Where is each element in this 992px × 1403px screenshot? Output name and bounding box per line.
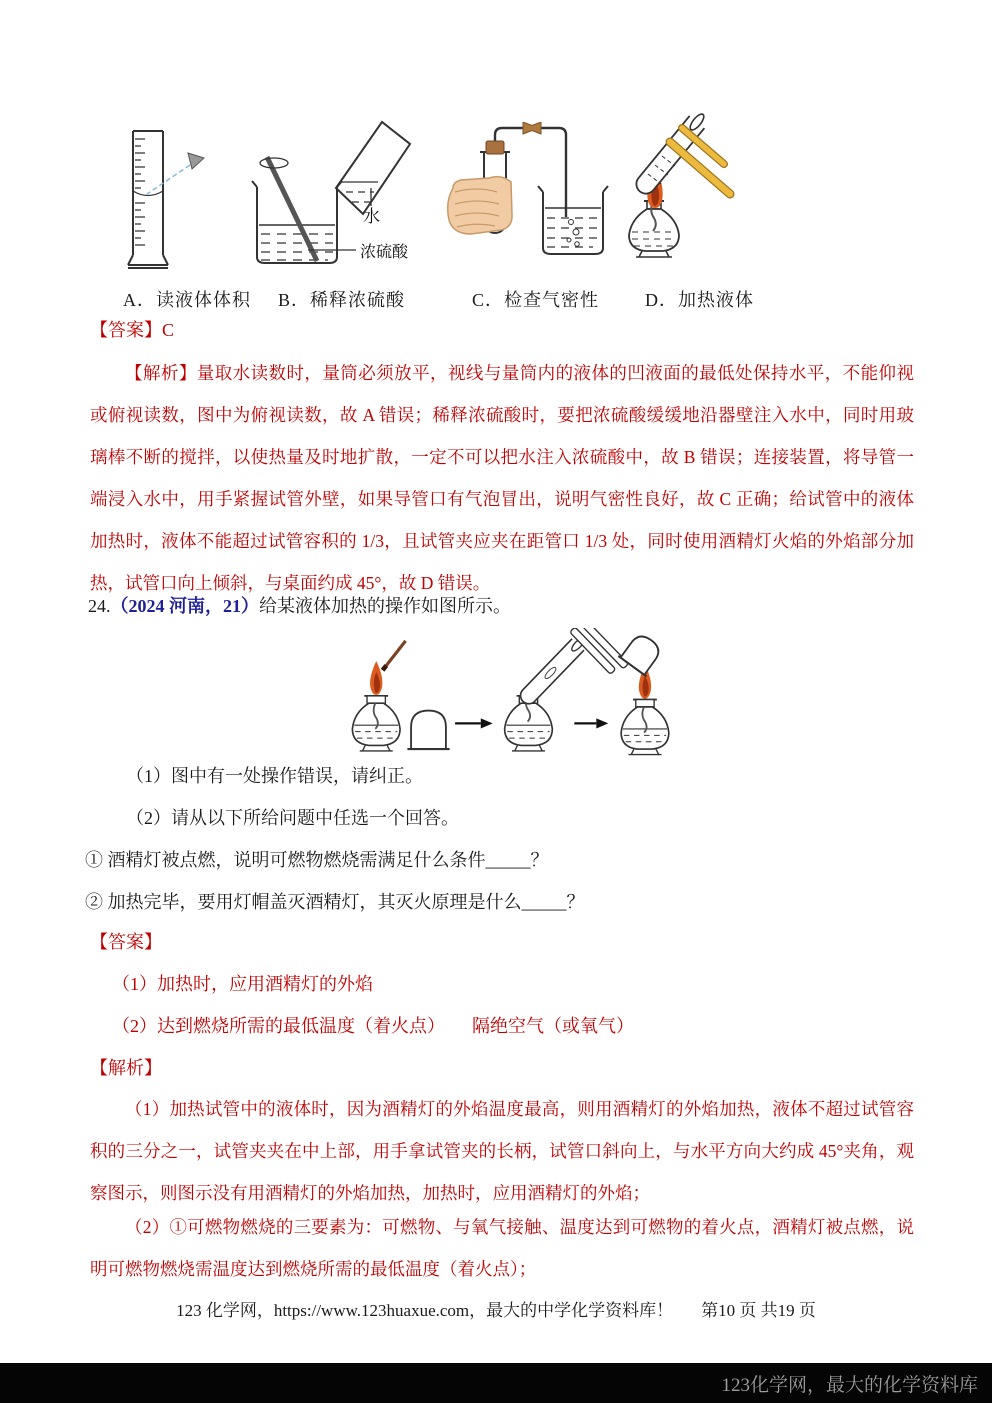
eye-icon	[188, 153, 204, 169]
q24-source: （2024 河南，21）	[110, 596, 259, 616]
option-d-label: D．加热液体	[645, 290, 754, 310]
hand	[448, 177, 512, 234]
q23-answer-line	[90, 318, 174, 342]
q24-answer-label: 【答案】	[90, 932, 162, 952]
footer-page-number: 第10 页 共19 页	[701, 1301, 816, 1320]
figure-dilute-acid	[250, 118, 420, 268]
figure-alcohol-lamp-sequence	[334, 628, 678, 761]
arrow-right-icon	[455, 718, 493, 728]
q24-analysis-p1	[90, 1088, 914, 1214]
q24-part-1: （1）图中有一处操作错误，请纠正。	[126, 766, 423, 786]
lamp-cap-on-table	[407, 711, 449, 750]
figure-check-airtightness	[443, 122, 613, 262]
water-label: 水	[363, 207, 380, 226]
cylinder-scale-ticks	[135, 139, 145, 245]
q24-analysis-p2	[90, 1206, 914, 1290]
option-c-label: C．检查气密性	[472, 290, 600, 310]
footer-site-text: 123 化学网，https://www.123huaxue.com，最大的中学化学资料库！	[176, 1301, 674, 1320]
analysis-line: 璃棒不断的搅拌，以使热量及时地扩散，一定不可以把水注入浓硫酸中，故 B 错误；连接装置，将导管一	[90, 447, 914, 467]
lamp-lighting	[352, 641, 405, 751]
air-bubbles	[567, 220, 579, 247]
q24-subpart-2: ② 加热完毕，要用灯帽盖灭酒精灯，其灭火原理是什么_____？	[85, 892, 585, 912]
glass-rod	[267, 157, 317, 261]
rubber-stopper	[486, 141, 504, 154]
q24-part-2: （2）请从以下所给问题中任选一个回答。	[126, 808, 459, 828]
lamp-extinguishing	[621, 665, 669, 755]
analysis-line: （1）加热试管中的液体时，因为酒精灯的外焰温度最高，则用酒精灯的外焰加热，液体不超过试管容	[125, 1099, 914, 1119]
figure-heat-liquid	[618, 112, 753, 262]
match-head	[383, 666, 387, 671]
watermark-bar	[0, 1363, 992, 1403]
option-b-label: B．稀释浓硫酸	[278, 290, 406, 310]
q24-analysis-label: 【解析】	[90, 1058, 162, 1078]
graduated-cylinder	[128, 131, 168, 268]
analysis-line: （2）①可燃物燃烧的三要素为：可燃物、与氧气接触、温度达到可燃物的着火点，酒精灯被点燃，说	[125, 1217, 914, 1237]
q24-subpart-1: ① 酒精灯被点燃，说明可燃物燃烧需满足什么条件_____？	[85, 850, 549, 870]
answer-value: C	[162, 320, 175, 340]
analysis-line: 端浸入水中，用手紧握试管外壁，如果导管口有气泡冒出，说明气密性良好，故 C 正确；给试管中的液体	[90, 489, 914, 509]
page-footer	[0, 1296, 992, 1321]
analysis-line: 加热时，液体不能超过试管容积的 1/3，且试管夹应夹在距管口 1/3 处，同时使用酒精灯火焰的外焰部分加	[90, 531, 914, 551]
answer-label: 【答案】	[90, 320, 162, 340]
acid-dashes	[261, 234, 333, 260]
q24-stem: 给某液体加热的操作如图所示。	[259, 596, 511, 616]
pouring-beaker	[336, 122, 410, 214]
analysis-line: 积的三分之一，试管夹夹在中上部，用手拿试管夹的长柄，试管口斜向上，与水平方向大约成 45°夹角，观	[90, 1141, 914, 1161]
option-a-label: A．读液体体积	[123, 290, 251, 310]
lamp-cap-hovering	[618, 630, 665, 676]
lamp-heating	[505, 628, 629, 751]
q24-stem-line	[88, 594, 912, 618]
figure-read-liquid-volume	[120, 125, 220, 275]
watermark-text: 123化学网，最大的化学资料库	[721, 1374, 978, 1396]
sight-line	[147, 165, 190, 194]
analysis-line: 察图示，则图示没有用酒精灯的外焰加热，加热时，应用酒精灯的外焰；	[90, 1183, 650, 1203]
analysis-line: 明可燃物燃烧需温度达到燃烧所需的最低温度（着火点）；	[90, 1259, 537, 1279]
q24-number: 24.	[88, 596, 111, 616]
q24-answer-2: （2）达到燃烧所需的最低温度（着火点） 隔绝空气（或氧气）	[112, 1016, 634, 1036]
q24-answer-1: （1）加热时，应用酒精灯的外焰	[112, 974, 373, 994]
analysis-line: 热，试管口向上倾斜，与桌面约成 45°，故 D 错误。	[90, 573, 491, 593]
analysis-line: 或俯视读数，图中为俯视读数，故 A 错误；稀释浓硫酸时，要把浓硫酸缓缓地沿器壁注入水中，同时用玻	[90, 405, 914, 425]
tube-connector	[523, 122, 541, 134]
analysis-line: 【解析】量取水读数时，量筒必须放平，视线与量筒内的液体的凹液面的最低处保持水平，不能仰视	[125, 363, 914, 383]
q23-analysis	[90, 352, 914, 604]
arrow-right-icon	[574, 718, 608, 728]
acid-label: 浓硫酸	[360, 244, 409, 261]
